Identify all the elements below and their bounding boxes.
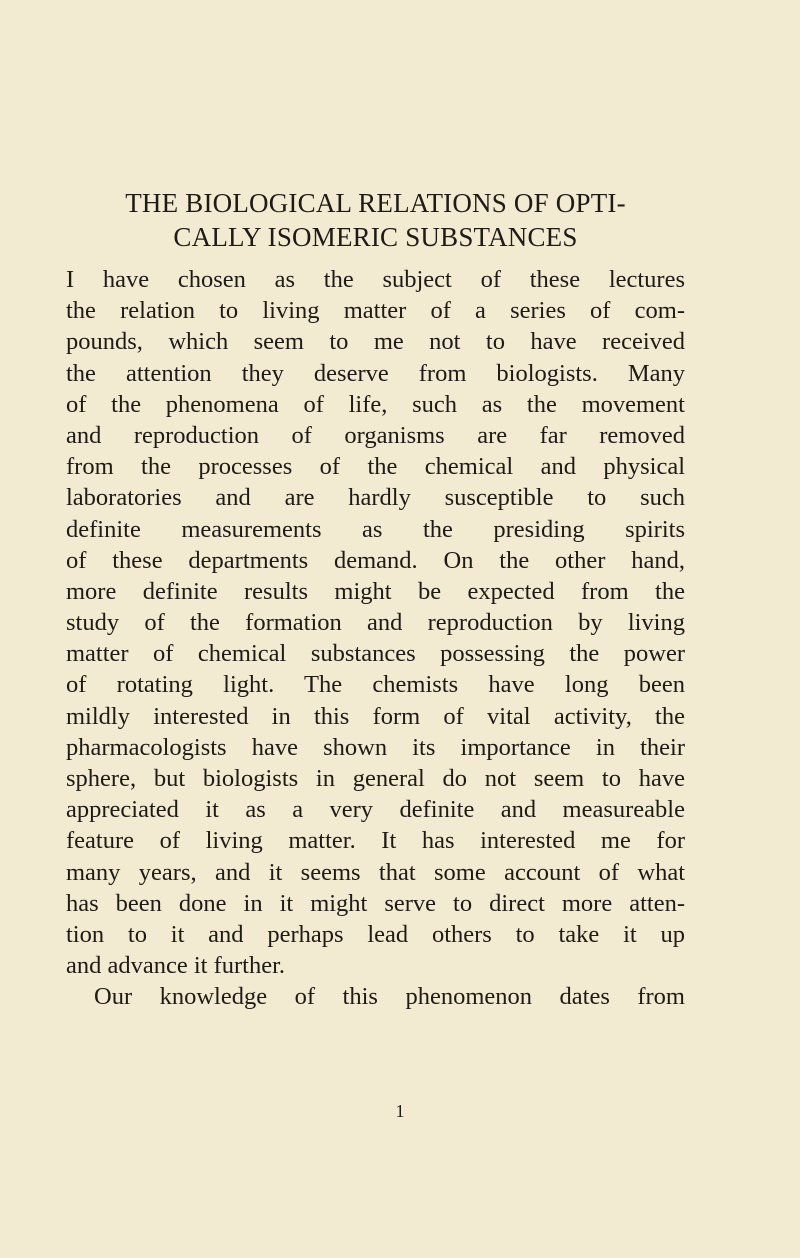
text-line: feature of living matter. It has interested me for: [66, 827, 685, 855]
chapter-title-line-1: THE BIOLOGICAL RELATIONS OF OPTI-: [125, 188, 626, 218]
text-line: has been done in it might serve to direct more atten-: [66, 889, 685, 917]
text-line: study of the formation and reproduction by living: [66, 609, 685, 637]
text-line: Our knowledge of this phenomenon dates from: [94, 983, 685, 1011]
text-line: and advance it further.: [66, 952, 286, 980]
text-line: sphere, but biologists in general do not seem to have: [66, 765, 685, 792]
text-line: pharmacologists have shown its importance in their: [66, 733, 685, 761]
page-number: 1: [395, 1101, 405, 1121]
text-line: of these departments demand. On the other hand,: [66, 546, 685, 574]
text-line: and reproduction of organisms are far removed: [66, 421, 685, 449]
page-content: [66, 186, 685, 1013]
text-line: laboratories and are hardly susceptible to such: [66, 484, 685, 512]
text-line: mildly interested in this form of vital activity, the: [66, 702, 685, 730]
text-line: the attention they deserve from biologists. Many: [66, 359, 685, 387]
text-line: definite measurements as the presiding spirits: [66, 515, 685, 543]
text-line: I have chosen as the subject of these lectures: [66, 266, 685, 293]
text-line: of rotating light. The chemists have long been: [66, 671, 685, 699]
text-line: pounds, which seem to me not to have received: [66, 328, 685, 356]
text-line: tion to it and perhaps lead others to take it up: [66, 920, 685, 948]
text-line: more definite results might be expected from the: [66, 577, 685, 605]
text-line: many years, and it seems that some account of what: [66, 858, 685, 886]
text-line: from the processes of the chemical and physical: [66, 453, 685, 481]
text-line: the relation to living matter of a series of com-: [66, 297, 685, 325]
text-line: matter of chemical substances possessing the power: [66, 640, 685, 668]
chapter-title: [66, 186, 685, 254]
text-line: appreciated it as a very definite and measureable: [66, 796, 685, 824]
body-text: [66, 264, 685, 1013]
text-line: of the phenomena of life, such as the movement: [66, 390, 685, 418]
chapter-title-line-2: CALLY ISOMERIC SUBSTANCES: [173, 222, 578, 252]
